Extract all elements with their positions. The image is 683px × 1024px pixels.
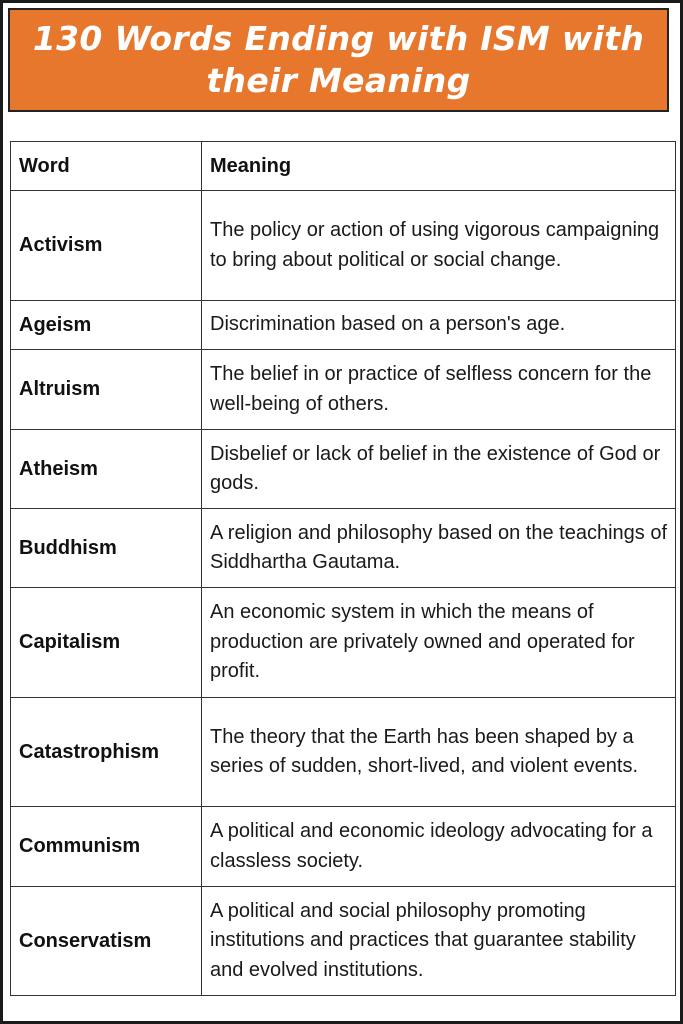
column-header-word: Word [11,142,202,191]
meaning-cell: Discrimination based on a person's age. [202,301,676,350]
meaning-cell: A religion and philosophy based on the teachings of Siddhartha Gautama. [202,509,676,588]
word-cell: Communism [11,807,202,887]
word-cell: Catastrophism [11,698,202,807]
word-meaning-table [10,141,676,996]
table-row [11,191,676,301]
meaning-cell: Disbelief or lack of belief in the existence of God or gods. [202,430,676,509]
word-cell: Capitalism [11,588,202,698]
word-cell: Conservatism [11,887,202,996]
title-banner [8,8,669,112]
word-cell: Ageism [11,301,202,350]
table-row [11,807,676,887]
word-cell: Buddhism [11,509,202,588]
meaning-cell: A political and social philosophy promoting institutions and practices that guarantee stability and evolved institutions. [202,887,676,996]
table-row [11,430,676,509]
table-row [11,588,676,698]
table-row [11,301,676,350]
word-cell: Altruism [11,350,202,430]
meaning-cell: The policy or action of using vigorous campaigning to bring about political or social change. [202,191,676,301]
meaning-cell: The belief in or practice of selfless concern for the well-being of others. [202,350,676,430]
table-row [11,509,676,588]
table-header-row [11,142,676,191]
page-title: 130 Words Ending with ISM with their Meaning [32,19,645,100]
column-header-meaning: Meaning [202,142,676,191]
word-cell: Activism [11,191,202,301]
meaning-cell: An economic system in which the means of production are privately owned and operated for profit. [202,588,676,698]
table-row [11,350,676,430]
table-row [11,698,676,807]
word-cell: Atheism [11,430,202,509]
meaning-cell: The theory that the Earth has been shaped by a series of sudden, short-lived, and violent events. [202,698,676,807]
meaning-cell: A political and economic ideology advocating for a classless society. [202,807,676,887]
table-row [11,887,676,996]
